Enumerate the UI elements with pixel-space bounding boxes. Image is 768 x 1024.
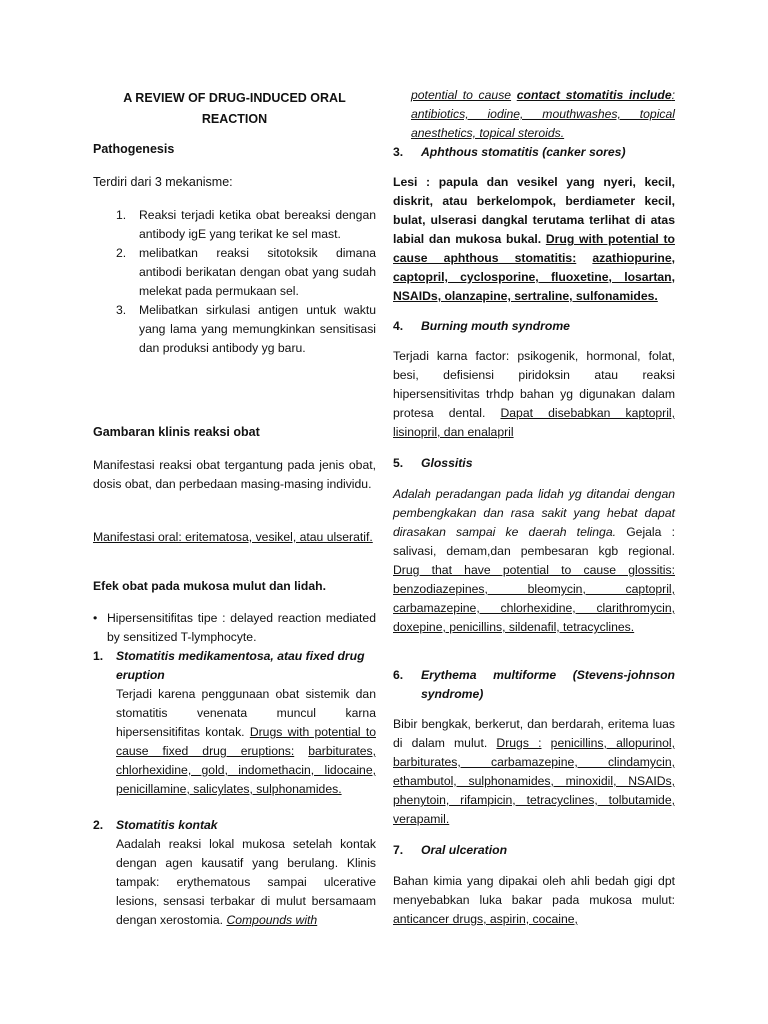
section-title: Stomatitis kontak: [116, 818, 218, 832]
section-3-heading: [393, 143, 675, 162]
section-3-text: [393, 173, 675, 306]
section-body: Terjadi karna factor: psikogenik, hormonal, folat, besi, defisiensi piridoksin atau reaksi hipersensitivitas trhdp bahan yg digunakan dalam protesa dental.: [393, 349, 675, 420]
section-definition: Adalah peradangan pada lidah yg ditandai dengan pembengkakan dan rasa sakit yang hebat dapat dirasakan sampai ke daerah telinga.: [393, 487, 675, 539]
list-item: [116, 301, 376, 358]
section-4-heading: [393, 317, 675, 336]
list-item: [116, 206, 376, 244]
bullet-text: Hipersensitifitas tipe : delayed reaction mediated by sensitized T-lymphocyte.: [107, 611, 376, 644]
pathogenesis-heading: Pathogenesis: [93, 142, 175, 156]
section-number: 4.: [393, 319, 404, 333]
section-body: Terjadi karena penggunaan obat sistemik dan stomatitis venenata muncul karna hipersensitifitas kontak.: [116, 687, 376, 739]
section-body: Bibir bengkak, berkerut, dan berdarah, eritema luas di dalam mulut.: [393, 717, 675, 750]
list-text: melibatkan reaksi sitotoksik dimana antibodi berikatan dengan obat yang sudah melekat pada permukaan sel.: [139, 246, 376, 298]
mechanism-intro: Terdiri dari 3 mekanisme:: [93, 175, 233, 189]
drugs-label: Drug with potential to cause aphthous stomatitis:: [393, 232, 675, 265]
bullet-item: [93, 609, 376, 647]
continued-bold: contact stomatitis include: [516, 88, 672, 102]
section-5-text: [393, 485, 675, 637]
list-number: 2.: [116, 246, 127, 260]
section-title: Erythema multiforme (Stevens-johnson syndrome): [421, 668, 675, 701]
section-1: [93, 647, 376, 799]
continued-prefix: potential to cause: [411, 88, 512, 102]
drugs-label: Drugs with potential to cause fixed drug eruptions:: [116, 725, 376, 758]
drug-list: anticancer drugs, aspirin, cocaine,: [393, 912, 578, 926]
section-text: [116, 835, 376, 930]
drug-list: Dapat disebabkan kaptopril, lisinopril, dan enalapril: [393, 406, 675, 439]
section-body: Bahan kimia yang dipakai oleh ahli bedah gigi dpt menyebabkan luka bakar pada mukosa mulut:: [393, 874, 675, 907]
list-number: 1.: [116, 208, 127, 222]
section-number: 7.: [393, 843, 404, 857]
manifestation-paragraph: Manifestasi reaksi obat tergantung pada jenis obat, dosis obat, dan perbedaan masing-masing individu.: [93, 458, 376, 491]
section-title: Burning mouth syndrome: [421, 319, 570, 333]
section-body: Gejala : salivasi, demam,dan pembesaran kgb regional.: [393, 525, 675, 558]
section-title: Oral ulceration: [421, 843, 508, 857]
title-line-2: REACTION: [201, 112, 268, 126]
clinical-heading: Gambaran klinis reaksi obat: [93, 425, 260, 439]
section-body: Aadalah reaksi lokal mukosa setelah kontak dengan agen kausatif yang berulang. Klinis tampak: erythematous sampai ulcerative lesions, sensasi terbakar di mulut bersamaam dengan xerostomia.: [116, 837, 376, 927]
compound-list: antibiotics, iodine, mouthwashes, topical anesthetics, topical steroids.: [411, 107, 675, 140]
drug-list: benzodiazepines, bleomycin, captopril, carbamazepine, chlorhexidine, clarithromycin, doxepine, penicillins, sildenafil, tetracyclines.: [393, 582, 675, 634]
section-5-heading: [393, 454, 675, 473]
section-number: 5.: [393, 456, 404, 470]
section-number: 6.: [393, 668, 404, 682]
section-number: 3.: [393, 145, 404, 159]
contact-stomatitis-continued: [411, 86, 675, 143]
section-2: [93, 816, 376, 930]
oral-manifestation: Manifestasi oral: eritematosa, vesikel, atau ulseratif.: [93, 530, 373, 544]
section-title: Stomatitis medikamentosa, atau fixed drug eruption: [116, 649, 365, 682]
section-number: 2.: [93, 818, 104, 832]
drug-list: penicillins, allopurinol, barbiturates, carbamazepine, clindamycin, ethambutol, sulphonamides, minoxidil, NSAIDs, phenytoin, rifampicin, tetracyclines, tolbutamide, verapamil.: [393, 736, 676, 826]
section-7-heading: [393, 841, 675, 860]
drug-list: barbiturates, chlorhexidine, gold, indomethacin, lidocaine, penicillamine, salicylates, sulphonamides.: [116, 744, 376, 796]
compounds-text: Compounds with: [226, 913, 318, 927]
section-7-text: [393, 872, 675, 929]
section-6-text: [393, 715, 675, 829]
section-text: [116, 685, 376, 799]
section-title: Aphthous stomatitis (canker sores): [421, 145, 626, 159]
title-line-1: A REVIEW OF DRUG-INDUCED ORAL: [123, 91, 346, 105]
drugs-label: Drug that have potential to cause glossitis:: [393, 563, 675, 577]
continued-colon: :: [671, 88, 675, 102]
bullet-dot: •: [93, 611, 98, 625]
drugs-label: Drugs :: [496, 736, 542, 750]
drug-list: azathiopurine, captopril, cyclosporine, fluoxetine, losartan, NSAIDs, olanzapine, sertraline, sulfonamides.: [393, 251, 675, 303]
section-title: Glossitis: [421, 456, 473, 470]
section-4-text: [393, 347, 675, 442]
list-text: Melibatkan sirkulasi antigen untuk waktu yang lama yang memungkinkan sensitisasi dan produksi antibody yg baru.: [139, 303, 376, 355]
mechanism-list: [116, 206, 376, 358]
document-title: [93, 88, 376, 130]
list-item: [116, 244, 376, 301]
list-number: 3.: [116, 303, 127, 317]
list-text: Reaksi terjadi ketika obat bereaksi dengan antibody igE yang terikat ke sel mast.: [139, 208, 376, 241]
section-number: 1.: [93, 649, 104, 663]
section-6-heading: [393, 666, 675, 704]
section-body: Lesi : papula dan vesikel yang nyeri, kecil, diskrit, atau berkelompok, berdiameter kecil, bulat, ulserasi dangkal terutama terlihat di atas labial dan mukosa bukal.: [393, 175, 675, 246]
effects-heading: Efek obat pada mukosa mulut dan lidah.: [93, 579, 326, 593]
